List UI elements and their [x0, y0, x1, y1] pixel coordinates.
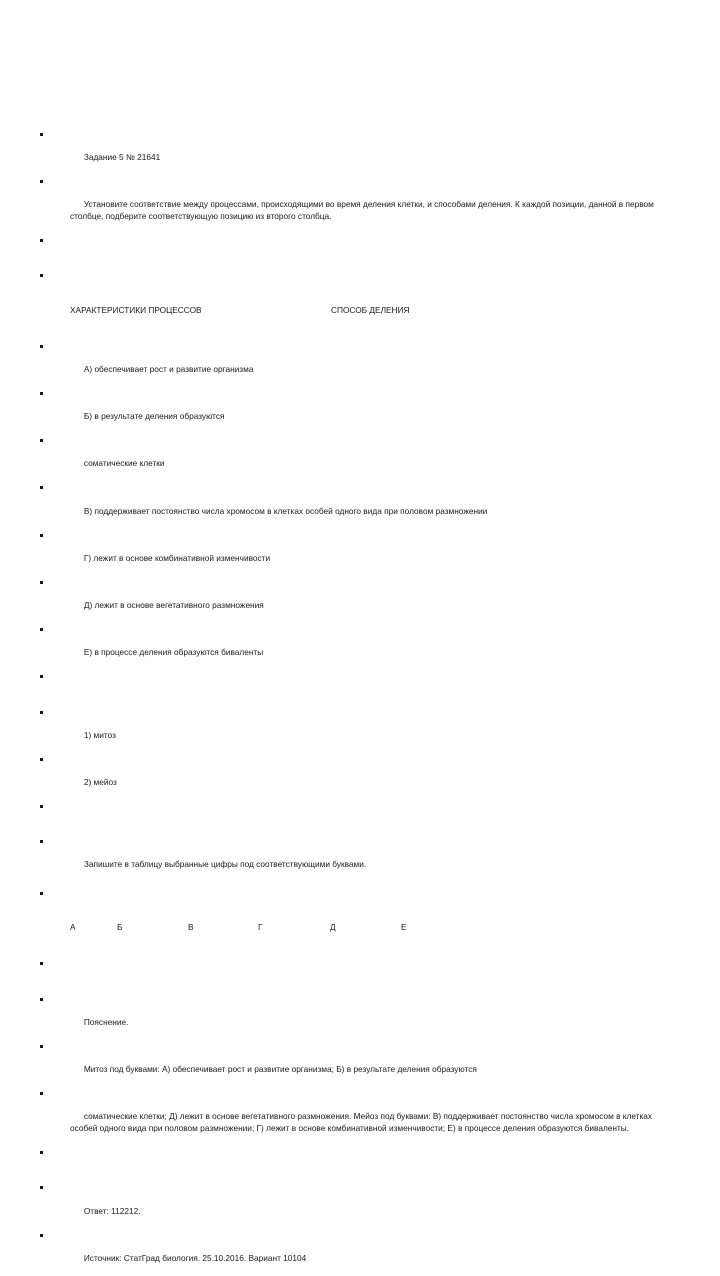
column-header-right: СПОСОБ ДЕЛЕНИЯ [331, 304, 410, 315]
item-row-v [40, 482, 680, 529]
option-row-1 [40, 706, 680, 753]
bullet-icon [40, 486, 43, 489]
bullet-icon [40, 675, 43, 678]
bullet-icon [40, 439, 43, 442]
content-list [40, 128, 680, 1276]
explanation-line-1: Митоз под буквами: А) обеспечивает рост и развитие организма; Б) в результате деления образуются [83, 1063, 477, 1074]
bullet-icon [40, 392, 43, 395]
empty-row [40, 234, 680, 269]
table-prompt-row [40, 836, 680, 883]
bullet-icon [40, 628, 43, 631]
bullet-icon [40, 805, 43, 808]
explanation-line-2-row [40, 1088, 680, 1147]
option-row-2 [40, 753, 680, 800]
bullet-icon [40, 274, 43, 277]
item-text: соматические клетки [83, 458, 165, 469]
bullet-icon [40, 962, 43, 965]
bullet-icon [40, 1151, 43, 1154]
item-text: А) обеспечивает рост и развитие организма [83, 363, 254, 374]
option-text: 1) митоз [83, 729, 116, 740]
bullet-icon [40, 345, 43, 348]
answer-letters [70, 922, 680, 934]
item-text: Е) в процессе деления образуются биваленты [83, 647, 264, 658]
letter-g: Г [258, 922, 263, 933]
explanation-label-row [40, 993, 680, 1040]
item-row-g [40, 529, 680, 576]
bullet-icon [40, 1045, 43, 1048]
task-instruction: Установите соответствие между процессами, происходящими во время деления клетки, и способами деления. К каждой позиции, данной в первом столбце, подберите соответствующую позицию из второго столбца. [70, 198, 657, 221]
empty-row [40, 800, 680, 835]
source-row [40, 1229, 680, 1276]
letter-e: Е [401, 922, 407, 933]
answer-letters-row [40, 887, 680, 958]
column-headers-row [40, 270, 680, 341]
answer-text: Ответ: 112212. [83, 1205, 141, 1216]
item-row-a [40, 340, 680, 387]
empty-row [40, 958, 680, 993]
bullet-icon [40, 581, 43, 584]
item-text: Д) лежит в основе вегетативного размножения [83, 599, 264, 610]
column-headers [70, 305, 680, 317]
option-text: 2) мейоз [83, 776, 117, 787]
item-row-b [40, 388, 680, 435]
bullet-icon [40, 892, 43, 895]
bullet-icon [40, 840, 43, 843]
task-instruction-row [40, 175, 680, 234]
bullet-icon [40, 1234, 43, 1237]
letter-b: Б [117, 922, 123, 933]
explanation-line-2: соматические клетки; Д) лежит в основе вегетативного размножения. Мейоз под буквами: В) поддерживает постоянство числа хромосом в клетках особей одного вида при половом размножении; Г) лежит в основе комбинативной изменчивости; Е) в процессе деления образуются биваленты. [70, 1111, 655, 1133]
bullet-icon [40, 998, 43, 1001]
bullet-icon [40, 534, 43, 537]
column-header-left: ХАРАКТЕРИСТИКИ ПРОЦЕССОВ [70, 304, 202, 315]
explanation-line-1-row [40, 1040, 680, 1087]
item-text: Г) лежит в основе комбинативной изменчивости [83, 552, 271, 563]
table-prompt: Запишите в таблицу выбранные цифры под соответствующими буквами. [83, 859, 367, 870]
task-number-row [40, 128, 680, 175]
explanation-label: Пояснение. [83, 1016, 129, 1027]
empty-row [40, 1147, 680, 1182]
item-text: В) поддерживает постоянство числа хромосом в клетках особей одного вида при половом размножении [83, 505, 488, 516]
bullet-icon [40, 1186, 43, 1189]
source-text: Источник: СтатГрад биология. 25.10.2016. Вариант 10104 [83, 1252, 307, 1263]
letter-d: Д [330, 922, 336, 933]
bullet-icon [40, 133, 43, 136]
bullet-icon [40, 758, 43, 761]
item-row-b-continued [40, 435, 680, 482]
bullet-icon [40, 180, 43, 183]
bullet-icon [40, 1092, 43, 1095]
bullet-icon [40, 239, 43, 242]
letter-v: В [188, 922, 194, 933]
item-row-d [40, 576, 680, 623]
letter-a: А [70, 922, 76, 933]
empty-row [40, 671, 680, 706]
task-number: Задание 5 № 21641 [83, 151, 161, 162]
bullet-icon [40, 711, 43, 714]
item-text: Б) в результате деления образуются [83, 411, 225, 422]
item-row-e [40, 623, 680, 670]
answer-row [40, 1182, 680, 1229]
